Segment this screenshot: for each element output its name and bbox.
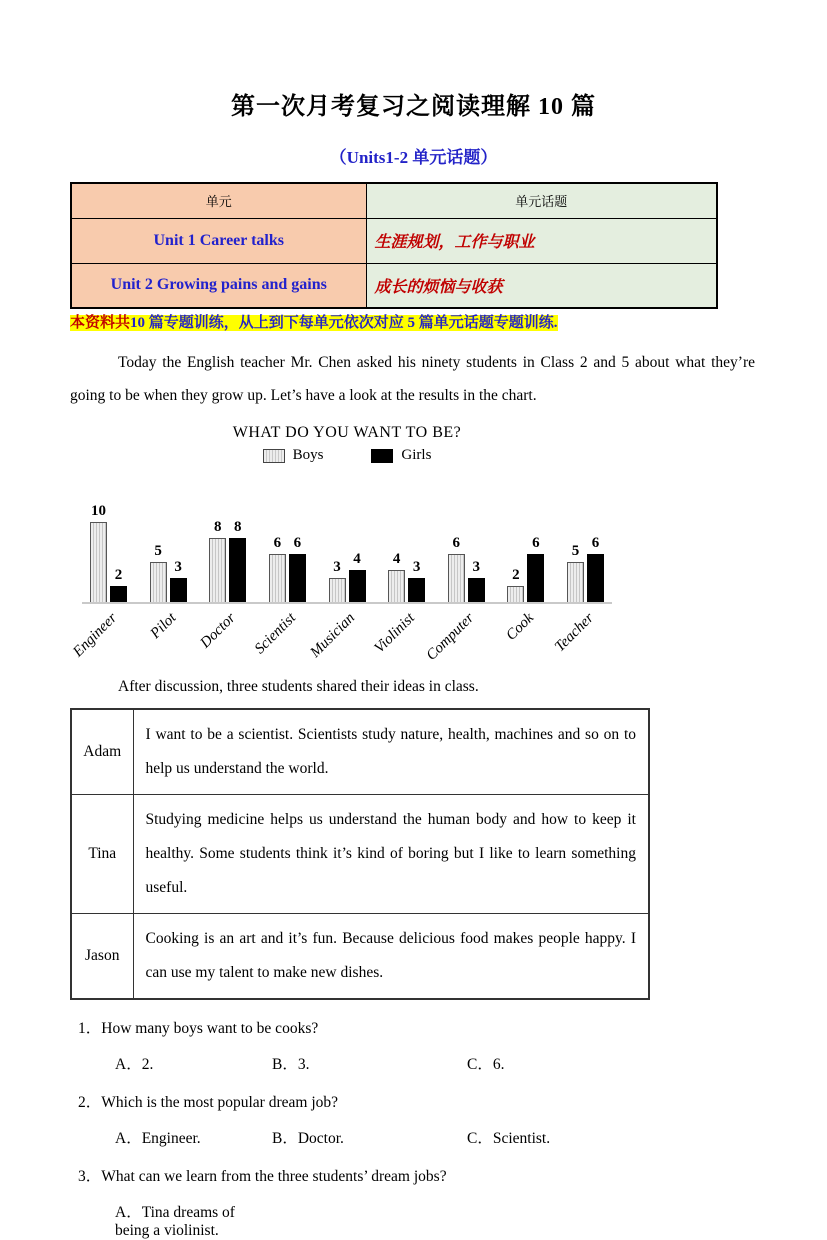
bar-girls [468,578,485,602]
bar-value-label: 6 [452,535,460,551]
bar-boys [567,562,584,602]
table-row [71,709,649,795]
question-3 [78,1164,827,1186]
bar-column [507,567,524,602]
question-text: How many boys want to be cooks? [101,1020,319,1037]
bar-girls [170,578,187,602]
table-row [71,218,717,263]
question-1 [78,1016,827,1038]
student-ideas-table [70,708,650,1000]
unit-1-cell: Unit 1 Career talks [71,218,366,263]
question-2 [78,1090,827,1112]
bar-column [90,503,107,602]
bar-value-label: 3 [333,559,341,575]
question-number: 2． [78,1094,102,1111]
bar-column [388,551,405,602]
bar-value-label: 4 [353,551,361,567]
notice-blue-text: 10 篇专题训练，从上到下每单元依次对应 5 篇单元话题专题训练. [130,315,558,331]
bar-column [448,535,465,602]
topic-column-header: 单元话题 [366,183,717,218]
unit-column-header: 单元 [71,183,366,218]
option-c: C．6. [467,1056,505,1073]
bar-girls [587,554,604,602]
bar-girls [289,554,306,602]
option-a: A．Engineer. [115,1130,201,1147]
unit-topic-table [70,182,718,309]
after-discussion-line: After discussion, three students shared their ideas in class. [118,678,479,695]
bar-value-label: 3 [472,559,480,575]
student-name: Adam [71,709,133,795]
bar-boys [448,554,465,602]
question-text: What can we learn from the three students’ dream jobs? [101,1168,447,1185]
option-b: B．Doctor. [272,1130,344,1147]
bar-group [69,503,127,661]
table-row [71,795,649,914]
bar-group [251,535,306,658]
option-b: B．3. [272,1056,310,1073]
bar-girls [527,554,544,602]
student-name: Jason [71,914,133,1000]
bar-group [147,543,187,642]
bar-column [408,559,425,602]
bar-value-label: 10 [91,503,106,519]
question-number: 3． [78,1168,102,1185]
x-axis-label: Cook [503,610,538,644]
bar-column [209,519,226,602]
x-axis-label: Violinist [371,610,418,657]
bar-boys [90,522,107,602]
student-name: Tina [71,795,133,914]
student-idea-text: Cooking is an art and it’s fun. Because delicious food makes people happy. I can use my talent to make new dishes. [133,914,649,1000]
table-header-row [71,183,717,218]
bar-value-label: 6 [591,535,600,551]
bar-column [329,559,346,602]
bar-group [423,535,485,664]
question-2-options [115,1126,827,1148]
unit-1-topic-cell: 生涯规划，工作与职业 [366,218,717,263]
x-axis-label: Computer [423,610,478,664]
bar-girls [229,538,246,602]
bar-value-label: 2 [512,567,520,583]
bar-boys [209,538,226,602]
option-a: A．2. [115,1056,154,1073]
bar-value-label: 8 [234,519,242,535]
table-row [71,263,717,308]
bar-value-label: 3 [412,559,421,575]
option-c: C．Scientist. [467,1130,551,1147]
bar-column [150,543,167,602]
highlighted-notice [70,313,827,334]
question-3-options [115,1200,827,1240]
girls-swatch-icon [371,449,393,463]
bar-value-label: 6 [532,535,540,551]
chart-title: WHAT DO YOU WANT TO BE? [232,424,462,441]
bar-value-label: 2 [114,567,123,583]
chart-plot-area [69,492,612,664]
bar-girls [110,586,127,602]
legend-item-boys [263,447,324,464]
x-axis-label: Doctor [197,610,240,652]
bar-column [170,559,187,602]
bar-group [551,535,604,656]
bar-column [110,567,127,602]
page-title: 第一次月考复习之阅读理解 10 篇 [231,94,596,120]
chart-legend [82,447,612,464]
bar-value-label: 8 [214,519,222,535]
bar-boys [150,562,167,602]
question-text: Which is the most popular dream job? [101,1094,339,1111]
bar-column [289,535,306,602]
bar-column [567,543,584,602]
bar-chart [69,424,612,664]
student-idea-text: I want to be a scientist. Scientists study nature, health, machines and so on to help us understand the world. [133,709,649,795]
bar-column [468,559,485,602]
legend-label-girls: Girls [401,447,432,463]
notice-red-text: 本资料共 [70,315,131,331]
x-axis-label: Engineer [69,610,120,661]
bar-girls [408,578,425,602]
unit-2-topic-cell: 成长的烦恼与收获 [366,263,717,308]
bar-group [307,551,366,661]
bar-boys [329,578,346,602]
bar-column [587,535,604,602]
bar-value-label: 6 [273,535,282,551]
bar-value-label: 6 [293,535,302,551]
intro-paragraph: Today the English teacher Mr. Chen asked his ninety students in Class 2 and 5 about what they’re going to be when they grow up. Let’s have a look at the results in the chart. [70,354,755,404]
legend-item-girls [371,447,431,464]
bar-group [371,551,425,657]
bar-group [197,519,246,652]
student-idea-text: Studying medicine helps us understand the human body and how to keep it healthy. Some students think it’s kind of boring but I like to learn something useful. [133,795,649,914]
bar-boys [507,586,524,602]
bar-boys [269,554,286,602]
bar-value-label: 3 [174,559,182,575]
bar-column [527,535,544,602]
option-a: A．Tina dreams of being a violinist. [115,1204,235,1239]
bar-value-label: 4 [392,551,401,567]
bar-group [503,535,544,644]
x-axis-label: Scientist [251,610,299,658]
bar-girls [349,570,366,602]
bar-column [269,535,286,602]
boys-swatch-icon [263,449,285,463]
page-subtitle: （Units1-2 单元话题） [329,148,498,167]
x-axis-label: Musician [307,610,359,661]
legend-label-boys: Boys [292,447,324,463]
bar-column [229,519,246,602]
bar-boys [388,570,405,602]
bar-column [349,551,366,602]
bar-value-label: 5 [571,543,580,559]
bar-groups [69,492,612,664]
unit-2-cell: Unit 2 Growing pains and gains [71,263,366,308]
question-number: 1． [78,1020,102,1037]
x-axis-label: Teacher [551,610,597,656]
table-row [71,914,649,1000]
bar-value-label: 5 [154,543,162,559]
question-1-options [115,1052,827,1074]
x-axis-label: Pilot [147,610,180,642]
